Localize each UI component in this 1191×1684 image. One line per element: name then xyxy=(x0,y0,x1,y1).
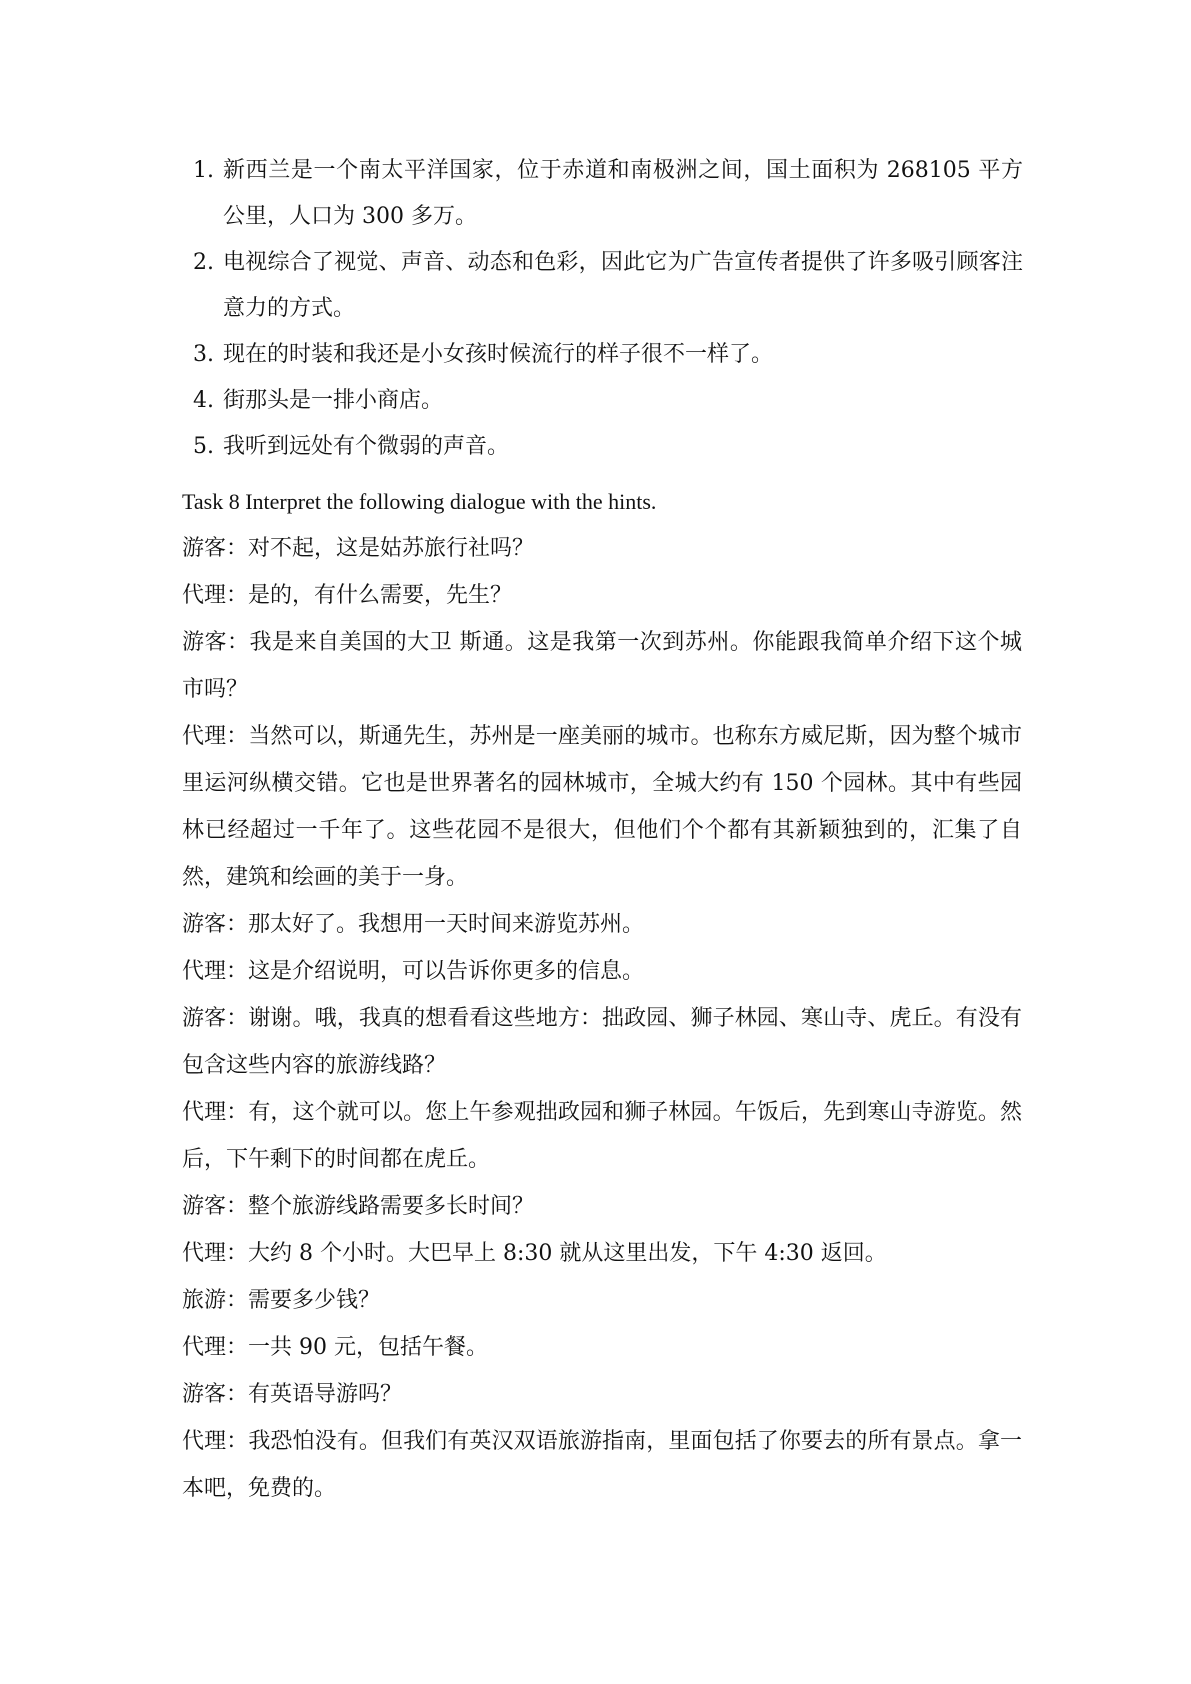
dialogue-line: 代理：我恐怕没有。但我们有英汉双语旅游指南，里面包括了你要去的所有景点。拿一本吧，免费的。 xyxy=(182,1429,1022,1501)
list-item xyxy=(193,240,1023,332)
item-text: 现在的时装和我还是小女孩时候流行的样子很不一样了。 xyxy=(223,342,774,367)
dialogue-line: 游客：对不起，这是姑苏旅行社吗？ xyxy=(182,536,535,561)
dialogue-line: 代理：有，这个就可以。您上午参观拙政园和狮子林园。午饭后，先到寒山寺游览。然后，下午剩下的时间都在虎丘。 xyxy=(182,1100,1022,1172)
dialogue-line: 代理：大约 8 个小时。大巴早上 8:30 就从这里出发，下午 4:30 返回。 xyxy=(182,1241,887,1266)
item-number: 2. xyxy=(193,250,214,275)
list-item xyxy=(193,378,1023,424)
list-item xyxy=(193,424,1023,470)
item-number: 3. xyxy=(193,342,214,367)
dialogue-line: 游客：有英语导游吗？ xyxy=(182,1382,403,1407)
list-item xyxy=(193,148,1023,240)
item-text: 电视综合了视觉、声音、动态和色彩，因此它为广告宣传者提供了许多吸引顾客注意力的方式。 xyxy=(223,250,1023,321)
dialogue-line: 游客：我是来自美国的大卫 斯通。这是我第一次到苏州。你能跟我简单介绍下这个城市吗？ xyxy=(182,630,1022,702)
sentence-list xyxy=(193,148,1023,470)
item-number: 5. xyxy=(193,434,214,459)
dialogue-line: 代理：这是介绍说明，可以告诉你更多的信息。 xyxy=(182,959,645,984)
task-heading: Task 8 Interpret the following dialogue with the hints. xyxy=(182,489,657,514)
dialogue-section xyxy=(182,478,1022,1512)
dialogue-line: 旅游：需要多少钱？ xyxy=(182,1288,381,1313)
dialogue-line: 代理：是的，有什么需要，先生？ xyxy=(182,583,513,608)
item-number: 1. xyxy=(193,158,214,183)
dialogue-line: 游客：整个旅游线路需要多长时间？ xyxy=(182,1194,535,1219)
item-text: 新西兰是一个南太平洋国家，位于赤道和南极洲之间，国土面积为 268105 平方公里，人口为 300 多万。 xyxy=(223,158,1023,229)
dialogue-line: 代理：当然可以，斯通先生，苏州是一座美丽的城市。也称东方威尼斯，因为整个城市里运河纵横交错。它也是世界著名的园林城市，全城大约有 150 个园林。其中有些园林已经超过一千年了。这些花园不是很大，但他们个个都有其新颖独到的，汇集了自然，建筑和绘画的美于一身。 xyxy=(182,724,1022,890)
item-number: 4. xyxy=(193,388,214,413)
dialogue-line: 代理：一共 90 元，包括午餐。 xyxy=(182,1335,488,1360)
list-item xyxy=(193,332,1023,378)
item-text: 街那头是一排小商店。 xyxy=(223,388,444,413)
item-text: 我听到远处有个微弱的声音。 xyxy=(223,434,510,459)
dialogue-line: 游客：那太好了。我想用一天时间来游览苏州。 xyxy=(182,912,645,937)
dialogue-line: 游客：谢谢。哦，我真的想看看这些地方：拙政园、狮子林园、寒山寺、虎丘。有没有包含这些内容的旅游线路？ xyxy=(182,1006,1022,1078)
